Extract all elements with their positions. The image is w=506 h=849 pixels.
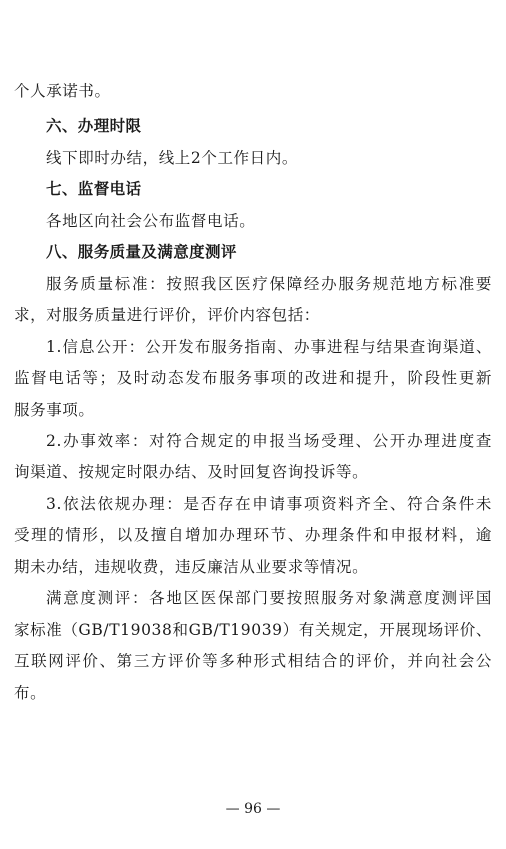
section-heading-supervision-phone: 七、监督电话 [46, 180, 142, 198]
section-heading-processing-time: 六、办理时限 [46, 117, 142, 135]
paragraph-satisfaction-line-1: 满意度测评：各地区医保部门要按照服务对象满意度测评国 [46, 589, 492, 607]
paragraph-satisfaction-line-2: 家标准（GB/T19038和GB/T19039）有关规定，开展现场评价、 [14, 621, 492, 639]
item-info-disclosure-line-2: 监督电话等；及时动态发布服务事项的改进和提升，阶段性更新 [14, 369, 492, 387]
item-info-disclosure-line-3: 服务事项。 [14, 401, 95, 419]
paragraph-satisfaction-line-4: 布。 [14, 684, 47, 702]
paragraph-satisfaction-line-3: 互联网评价、第三方评价等多种形式相结合的评价，并向社会公 [14, 652, 492, 670]
item-lawful-handling-line-2: 受理的情形，以及擅自增加办理环节、办理条件和申报材料，逾 [14, 526, 492, 544]
paragraph-quality-standard-line-2: 求，对服务质量进行评价，评价内容包括： [14, 306, 320, 324]
text-line-continuation: 个人承诺书。 [14, 82, 111, 100]
paragraph-quality-standard-line-1: 服务质量标准：按照我区医疗保障经办服务规范地方标准要 [46, 275, 492, 293]
section-heading-service-quality: 八、服务质量及满意度测评 [46, 243, 237, 261]
page-number: — 96 — [225, 801, 281, 817]
item-efficiency-line-2: 询渠道、按规定时限办结、及时回复咨询投诉等。 [14, 463, 369, 481]
item-lawful-handling-line-3: 期未办结，违规收费，违反廉洁从业要求等情况。 [14, 558, 369, 576]
paragraph-supervision-phone: 各地区向社会公布监督电话。 [46, 212, 256, 230]
item-lawful-handling-line-1: 3.依法依规办理：是否存在申请事项资料齐全、符合条件未 [46, 495, 492, 513]
item-info-disclosure-line-1: 1.信息公开：公开发布服务指南、办事进程与结果查询渠道、 [46, 338, 492, 356]
paragraph-processing-time: 线下即时办结，线上2个工作日内。 [46, 149, 298, 167]
item-efficiency-line-1: 2.办事效率：对符合规定的申报当场受理、公开办理进度查 [46, 432, 492, 450]
